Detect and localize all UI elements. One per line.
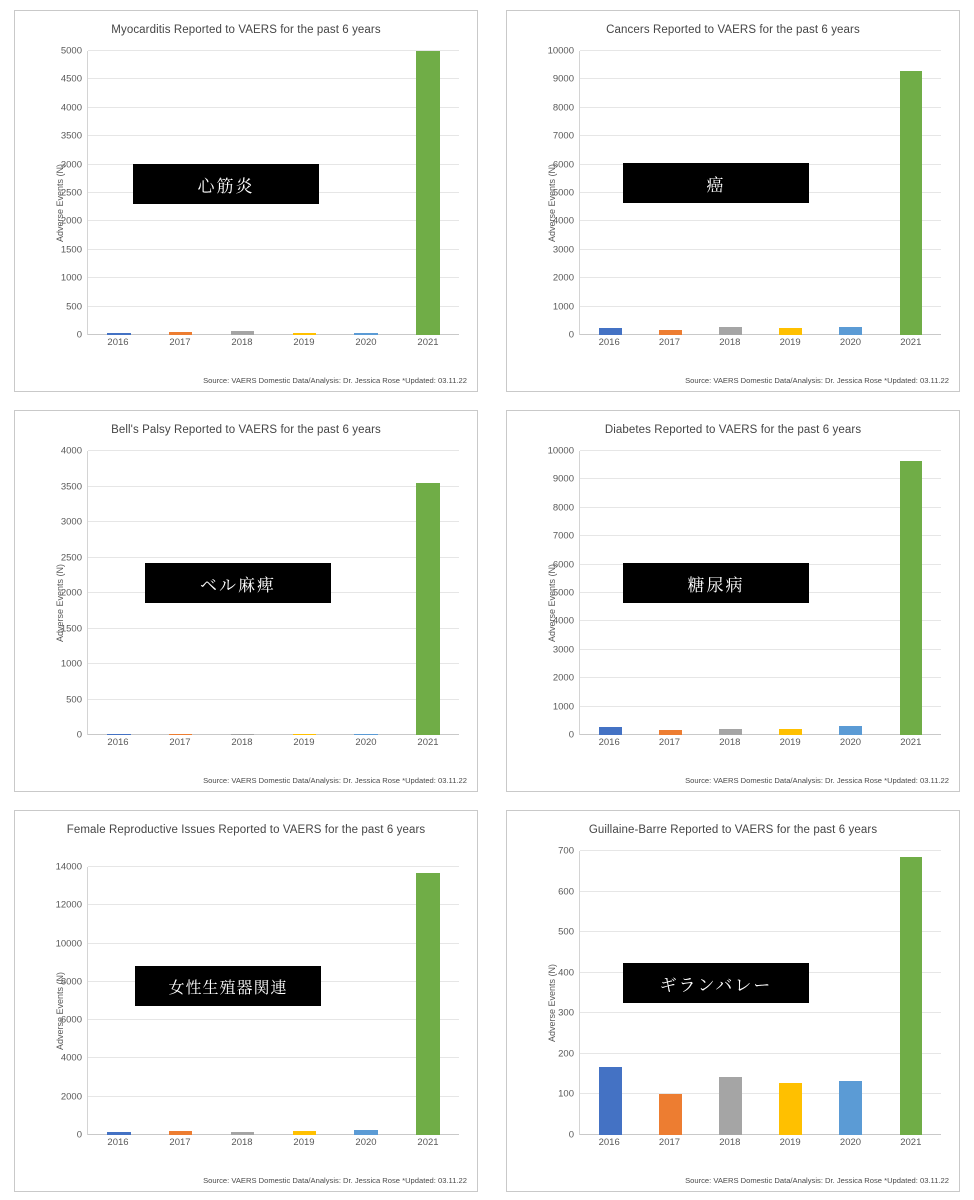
y-tick-label: 10000 bbox=[547, 445, 574, 457]
bar-2019[interactable] bbox=[293, 333, 316, 335]
chart-title: Female Reproductive Issues Reported to VAERS for the past 6 years bbox=[66, 824, 426, 836]
bar-2019[interactable] bbox=[779, 328, 802, 335]
x-tick-label: 2017 bbox=[169, 737, 191, 748]
y-tick-label: 4000 bbox=[552, 215, 574, 227]
y-tick-label: 1500 bbox=[60, 623, 82, 634]
chart-title: Bell's Palsy Reported to VAERS for the past 6 years bbox=[111, 424, 381, 436]
chart-panel bbox=[14, 810, 478, 1192]
y-axis-label: Adverse Events (N) bbox=[55, 971, 66, 1051]
x-axis bbox=[579, 737, 941, 757]
x-tick-label: 2017 bbox=[169, 1137, 191, 1148]
chart-title: Diabetes Reported to VAERS for the past 6 years bbox=[604, 424, 862, 436]
x-tick-label: 2019 bbox=[779, 1137, 801, 1148]
x-tick-label: 2016 bbox=[598, 737, 620, 748]
y-tick-label: 400 bbox=[558, 967, 574, 979]
bar-2017[interactable] bbox=[659, 730, 682, 735]
axis-area bbox=[558, 845, 941, 1161]
y-tick-label: 0 bbox=[568, 729, 574, 741]
bar-2017[interactable] bbox=[659, 330, 682, 335]
x-tick-label: 2019 bbox=[779, 737, 801, 748]
y-tick-label: 5000 bbox=[552, 187, 574, 199]
y-tick-label: 10000 bbox=[547, 45, 574, 57]
bar-slot bbox=[397, 867, 459, 1135]
chart-panel bbox=[506, 410, 960, 792]
y-tick-label: 0 bbox=[76, 729, 82, 741]
x-tick-label: 2017 bbox=[658, 337, 681, 348]
chart-title: Myocarditis Reported to VAERS for the past 6 years bbox=[111, 24, 381, 36]
bar-slot bbox=[821, 51, 881, 335]
x-axis bbox=[579, 337, 941, 357]
x-tick-label: 2017 bbox=[658, 1137, 681, 1148]
y-tick-label: 700 bbox=[558, 845, 574, 857]
bar-2021[interactable] bbox=[900, 461, 923, 735]
bar-2016[interactable] bbox=[599, 727, 622, 735]
y-tick-label: 8000 bbox=[552, 102, 574, 114]
y-tick-label: 4000 bbox=[60, 102, 82, 114]
source-note: Source: VAERS Domestic Data/Analysis: Dr. Jessica Rose *Updated: 03.11.22 bbox=[203, 1176, 467, 1185]
bar-slot bbox=[397, 51, 459, 335]
y-tick-label: 9000 bbox=[552, 73, 574, 85]
bar-2019[interactable] bbox=[293, 1131, 316, 1135]
bar-2018[interactable] bbox=[719, 327, 742, 335]
bar-slot bbox=[821, 851, 881, 1135]
y-tick-label: 1000 bbox=[60, 272, 82, 284]
y-tick-label: 300 bbox=[558, 1007, 574, 1019]
x-tick-label: 2019 bbox=[293, 737, 315, 748]
bar-2018[interactable] bbox=[231, 734, 254, 735]
source-note: Source: VAERS Domestic Data/Analysis: Dr. Jessica Rose *Updated: 03.11.22 bbox=[203, 776, 467, 785]
y-tick-label: 100 bbox=[558, 1088, 574, 1100]
x-tick-label: 2020 bbox=[355, 737, 377, 748]
chart-cell-guillaine-barre bbox=[492, 800, 974, 1200]
x-tick-label: 2020 bbox=[839, 1137, 862, 1148]
y-tick-label: 2000 bbox=[552, 272, 574, 284]
x-tick-label: 2018 bbox=[231, 1137, 253, 1148]
x-tick-label: 2016 bbox=[107, 737, 129, 748]
x-tick-label: 2019 bbox=[293, 1137, 315, 1148]
overlay-label-cancers: 癌 bbox=[623, 163, 809, 203]
y-tick-label: 12000 bbox=[55, 899, 82, 911]
y-tick-label: 4000 bbox=[552, 615, 574, 627]
chart-cell-bells-palsy bbox=[0, 400, 492, 800]
bar-2017[interactable] bbox=[169, 734, 192, 735]
bar-2016[interactable] bbox=[599, 328, 622, 335]
y-tick-label: 7000 bbox=[552, 530, 574, 542]
y-tick-label: 1000 bbox=[552, 301, 574, 313]
bar-slot bbox=[335, 867, 397, 1135]
source-note: Source: VAERS Domestic Data/Analysis: Dr. Jessica Rose *Updated: 03.11.22 bbox=[203, 376, 467, 385]
y-tick-label: 8000 bbox=[60, 976, 82, 988]
chart-panel bbox=[14, 410, 478, 792]
y-axis-label: Adverse Events (N) bbox=[547, 563, 558, 643]
bar-2017[interactable] bbox=[169, 1131, 192, 1135]
y-tick-label: 600 bbox=[558, 886, 574, 898]
y-tick-label: 3000 bbox=[60, 159, 82, 171]
y-tick-label: 500 bbox=[558, 926, 574, 938]
x-tick-label: 2020 bbox=[355, 1137, 377, 1148]
y-tick-label: 2000 bbox=[60, 1091, 82, 1103]
chart-cell-cancers bbox=[492, 0, 974, 400]
plot-area bbox=[507, 845, 959, 1161]
source-note: Source: VAERS Domestic Data/Analysis: Dr. Jessica Rose *Updated: 03.11.22 bbox=[685, 1176, 949, 1185]
bar-2017[interactable] bbox=[659, 1094, 682, 1135]
bar-2021[interactable] bbox=[416, 483, 439, 735]
x-tick-label: 2017 bbox=[658, 737, 681, 748]
y-tick-label: 3000 bbox=[552, 644, 574, 656]
y-tick-label: 4000 bbox=[60, 1052, 82, 1064]
y-tick-label: 0 bbox=[568, 1129, 574, 1141]
y-tick-label: 7000 bbox=[552, 130, 574, 142]
y-tick-label: 0 bbox=[76, 329, 82, 341]
y-tick-label: 5000 bbox=[60, 45, 82, 57]
x-axis bbox=[87, 737, 459, 757]
y-tick-label: 1000 bbox=[60, 658, 82, 670]
x-axis bbox=[87, 1137, 459, 1157]
x-tick-label: 2018 bbox=[719, 337, 741, 348]
x-tick-label: 2016 bbox=[107, 1137, 129, 1148]
chart-panel bbox=[506, 810, 960, 1192]
y-tick-label: 3500 bbox=[60, 481, 82, 492]
x-tick-label: 2021 bbox=[900, 337, 922, 348]
overlay-label-female-reproductive: 女性生殖器関連 bbox=[135, 966, 321, 1006]
x-tick-label: 2021 bbox=[417, 337, 439, 348]
plot-area bbox=[15, 445, 477, 761]
bar-2018[interactable] bbox=[719, 1077, 742, 1135]
chart-cell-female-reproductive bbox=[0, 800, 492, 1200]
y-tick-label: 500 bbox=[66, 694, 82, 705]
y-tick-label: 2500 bbox=[60, 187, 82, 199]
x-tick-label: 2018 bbox=[231, 337, 253, 348]
bar-slot bbox=[881, 851, 941, 1135]
chart-title: Guillaine-Barre Reported to VAERS for the past 6 years bbox=[588, 824, 878, 836]
y-tick-label: 3000 bbox=[60, 516, 82, 528]
overlay-label-diabetes: 糖尿病 bbox=[623, 563, 809, 603]
x-tick-label: 2018 bbox=[719, 1137, 741, 1148]
x-tick-label: 2018 bbox=[231, 737, 253, 748]
bar-slot bbox=[397, 451, 459, 735]
source-note: Source: VAERS Domestic Data/Analysis: Dr. Jessica Rose *Updated: 03.11.22 bbox=[685, 376, 949, 385]
bar-2020[interactable] bbox=[839, 726, 862, 735]
y-tick-label: 6000 bbox=[60, 1014, 82, 1026]
y-tick-label: 2000 bbox=[60, 215, 82, 227]
x-axis bbox=[579, 1137, 941, 1157]
y-tick-label: 3500 bbox=[60, 130, 82, 142]
bar-slot bbox=[881, 451, 941, 735]
y-tick-label: 6000 bbox=[552, 159, 574, 171]
y-tick-label: 3000 bbox=[552, 244, 574, 256]
bar-2020[interactable] bbox=[354, 1130, 377, 1135]
chart-cell-diabetes bbox=[492, 400, 974, 800]
y-axis-label: Adverse Events (N) bbox=[547, 163, 558, 243]
y-tick-label: 0 bbox=[76, 1129, 82, 1141]
chart-cell-myocarditis bbox=[0, 0, 492, 400]
bar-slot bbox=[881, 51, 941, 335]
bar-slot bbox=[335, 451, 397, 735]
y-tick-label: 2000 bbox=[60, 587, 82, 599]
x-tick-label: 2021 bbox=[417, 1137, 439, 1148]
y-tick-label: 1500 bbox=[60, 244, 82, 256]
y-tick-label: 1000 bbox=[552, 701, 574, 713]
y-tick-label: 14000 bbox=[55, 861, 82, 873]
y-tick-label: 5000 bbox=[552, 587, 574, 599]
plot-area bbox=[15, 861, 477, 1161]
chart-panel bbox=[14, 10, 478, 392]
plot-area bbox=[507, 445, 959, 761]
x-tick-label: 2020 bbox=[839, 737, 862, 748]
x-tick-label: 2016 bbox=[598, 1137, 620, 1148]
bar-2017[interactable] bbox=[169, 332, 192, 335]
y-axis-label: Adverse Events (N) bbox=[55, 563, 66, 643]
overlay-label-bells-palsy: ベル麻痺 bbox=[145, 563, 331, 603]
bar-2021[interactable] bbox=[900, 71, 923, 335]
y-tick-label: 0 bbox=[568, 329, 574, 341]
x-tick-label: 2016 bbox=[107, 337, 129, 348]
bar-2018[interactable] bbox=[231, 331, 254, 335]
bar-2020[interactable] bbox=[839, 1081, 862, 1135]
y-tick-label: 2000 bbox=[552, 672, 574, 684]
y-tick-label: 6000 bbox=[552, 559, 574, 571]
y-tick-label: 10000 bbox=[55, 938, 82, 950]
x-tick-label: 2019 bbox=[293, 337, 315, 348]
x-tick-label: 2020 bbox=[355, 337, 377, 348]
y-tick-label: 8000 bbox=[552, 502, 574, 514]
overlay-label-guillaine-barre: ギランバレー bbox=[623, 963, 809, 1003]
plot-area bbox=[507, 45, 959, 361]
y-tick-label: 4000 bbox=[60, 445, 82, 457]
y-axis-label: Adverse Events (N) bbox=[547, 963, 558, 1043]
bar-2016[interactable] bbox=[107, 333, 130, 335]
y-axis-label: Adverse Events (N) bbox=[55, 163, 66, 243]
x-tick-label: 2021 bbox=[417, 737, 439, 748]
y-tick-label: 200 bbox=[558, 1048, 574, 1060]
bar-2019[interactable] bbox=[779, 729, 802, 735]
bar-2016[interactable] bbox=[599, 1067, 622, 1135]
x-tick-label: 2016 bbox=[598, 337, 620, 348]
chart-panel bbox=[506, 10, 960, 392]
x-tick-label: 2018 bbox=[719, 737, 741, 748]
x-tick-label: 2019 bbox=[779, 337, 801, 348]
chart-title: Cancers Reported to VAERS for the past 6 years bbox=[606, 24, 860, 36]
bar-2016[interactable] bbox=[107, 734, 130, 735]
bar-2018[interactable] bbox=[719, 729, 742, 735]
bar-2021[interactable] bbox=[416, 51, 439, 335]
bar-2020[interactable] bbox=[354, 734, 377, 735]
overlay-label-myocarditis: 心筋炎 bbox=[133, 164, 319, 204]
x-axis bbox=[87, 337, 459, 357]
y-tick-label: 9000 bbox=[552, 473, 574, 485]
bar-slot bbox=[88, 451, 150, 735]
bar-2019[interactable] bbox=[779, 1083, 802, 1135]
bar-2021[interactable] bbox=[416, 873, 439, 1135]
bar-slot bbox=[335, 51, 397, 335]
bar-2016[interactable] bbox=[107, 1132, 130, 1135]
bar-2020[interactable] bbox=[354, 333, 377, 335]
x-tick-label: 2017 bbox=[169, 337, 191, 348]
x-tick-label: 2021 bbox=[900, 1137, 922, 1148]
y-tick-label: 500 bbox=[66, 301, 82, 313]
x-tick-label: 2021 bbox=[900, 737, 922, 748]
bar-2020[interactable] bbox=[839, 327, 862, 335]
x-tick-label: 2020 bbox=[839, 337, 862, 348]
bar-slot bbox=[821, 451, 881, 735]
source-note: Source: VAERS Domestic Data/Analysis: Dr. Jessica Rose *Updated: 03.11.22 bbox=[685, 776, 949, 785]
y-tick-label: 4500 bbox=[60, 73, 82, 85]
bar-2019[interactable] bbox=[293, 734, 316, 735]
y-tick-label: 2500 bbox=[60, 552, 82, 563]
bar-2018[interactable] bbox=[231, 1132, 254, 1135]
bar-2021[interactable] bbox=[900, 857, 923, 1135]
